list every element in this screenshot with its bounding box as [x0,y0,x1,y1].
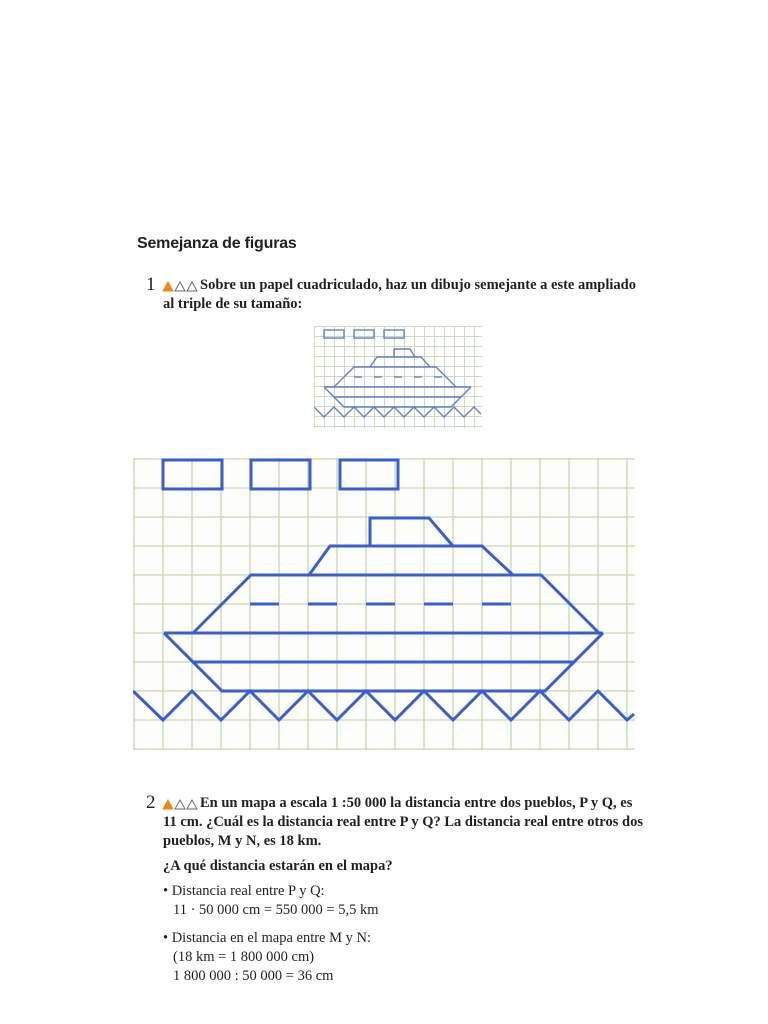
section-title: Semejanza de figuras [137,235,297,252]
exercise-2-number: 2 [146,792,156,813]
exercise-1-line-1: Sobre un papel cuadriculado, haz un dibujo semejante a este ampliado [200,277,636,293]
large-boat-figure [133,458,635,750]
exercise-2-line-1: En un mapa a escala 1 :50 000 la distancia entre dos pueblos, P y Q, es [200,795,633,811]
exercise-2-line-2: 11 cm. ¿Cuál es la distancia real entre P y Q? La distancia real entre otros dos [163,814,643,830]
answer-1 [163,882,379,920]
answer-2-calc: 1 800 000 : 50 000 = 36 cm [173,968,334,984]
exercise-2-line-3: pueblos, M y N, es 18 km. [163,833,322,849]
difficulty-icon-2 [162,798,198,810]
exercise-2-text-cont [163,813,643,851]
exercise-1-text-cont [163,295,302,314]
answer-1-calc: 11 · 50 000 cm = 550 000 = 5,5 km [173,902,379,918]
small-boat-figure [314,326,482,428]
exercise-1-line-2: al triple de su tamaño: [163,296,303,312]
answer-1-label: • Distancia real entre P y Q: [163,883,325,899]
exercise-2-text [200,794,632,813]
answer-2 [163,929,371,986]
exercise-1-text [200,276,636,295]
exercise-1-number: 1 [146,274,156,295]
answer-2-label: • Distancia en el mapa entre M y N: [163,930,372,946]
exercise-2-question: ¿A qué distancia estarán en el mapa? [163,858,393,874]
answer-2-conversion: (18 km = 1 800 000 cm) [173,949,315,965]
difficulty-icon [162,280,198,292]
